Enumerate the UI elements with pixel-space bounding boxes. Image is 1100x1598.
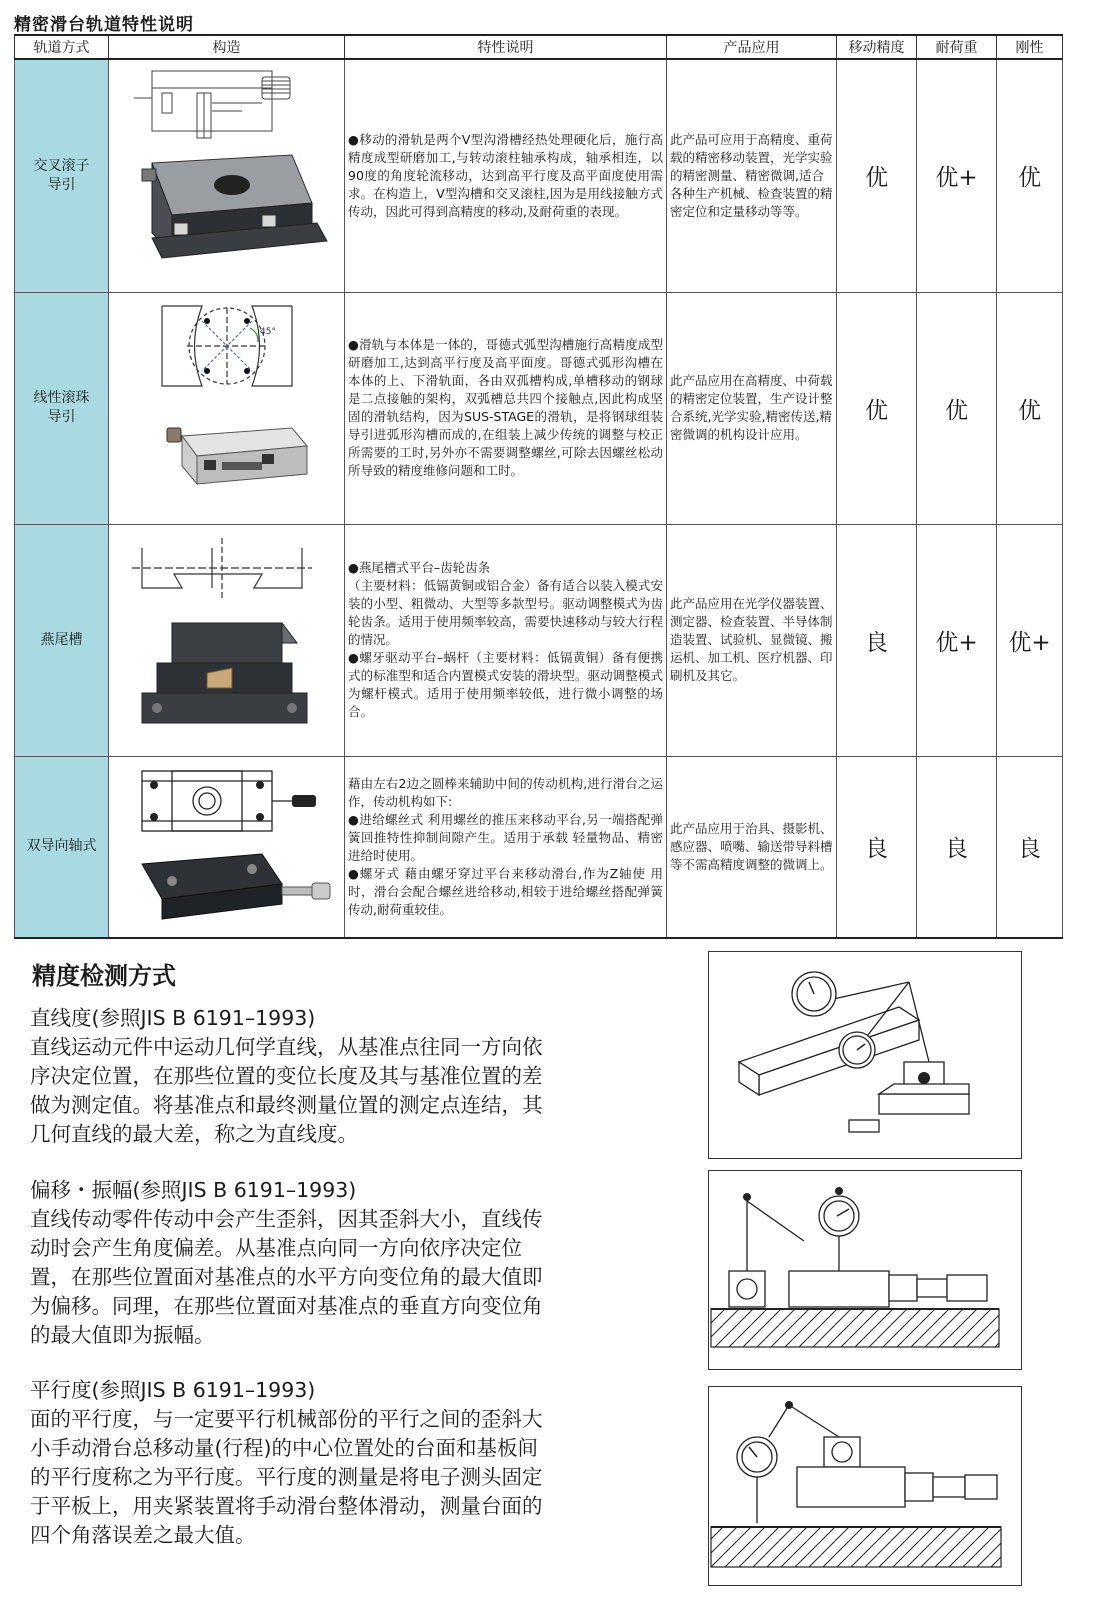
rigidity-rating: 优 bbox=[997, 59, 1063, 292]
rail-type-label: 双导向轴式 bbox=[26, 838, 97, 855]
block-line: 的平行度称之为平行度。平行度的测量是将电子测头固定 bbox=[30, 1465, 543, 1489]
structure-cell bbox=[109, 524, 345, 756]
rail-type-cell bbox=[15, 524, 109, 756]
load-rating: 优+ bbox=[917, 59, 997, 292]
parallelism-illustration bbox=[709, 1387, 1021, 1585]
load-rating: 良 bbox=[917, 756, 997, 938]
block-heading: 直线度(参照JIS B 6191–1993) bbox=[30, 1006, 316, 1030]
block-line: 于平板上，用夹紧装置将手动滑台整体滑动，测量台面的 bbox=[30, 1494, 543, 1518]
offset-figure bbox=[708, 1170, 1022, 1370]
block-line: 小手动滑台总移动量(行程)的中心位置处的台面和基板间 bbox=[30, 1436, 538, 1460]
rail-type-label: 交叉滚子 导引 bbox=[33, 157, 90, 193]
application-description: 此产品可应用于高精度、重荷载的精密移动装置，光学实验的精密测量、精密微调,适合各种生产机械、检查装置的精密定位和定量移动等等。 bbox=[667, 59, 837, 292]
structure-cell bbox=[109, 59, 345, 292]
dual-shaft-drawing bbox=[112, 759, 342, 934]
dial-indicator-illustration bbox=[709, 952, 1021, 1158]
block-line: 面的平行度，与一定要平行机械部份的平行之间的歪斜大 bbox=[30, 1407, 543, 1431]
block-line: 的最大值即为振幅。 bbox=[30, 1323, 215, 1347]
block-heading: 平行度(参照JIS B 6191–1993) bbox=[30, 1378, 316, 1402]
stage-body bbox=[142, 155, 327, 258]
rail-type-label: 线性滚珠 导引 bbox=[33, 390, 90, 425]
table-row bbox=[15, 292, 1063, 524]
angle-label: 45° bbox=[259, 326, 276, 337]
parallelism-figure bbox=[708, 1386, 1022, 1586]
block-line: 为偏移。同理，在那些位置面对基准点的垂直方向变位角 bbox=[30, 1294, 543, 1318]
straightness-figure bbox=[708, 951, 1022, 1159]
application-description: 此产品应用于治具、摄影机、感应器、喷嘴、输送带导料槽等不需高精度调整的微调上。 bbox=[667, 756, 837, 938]
header-features: 特性说明 bbox=[345, 35, 667, 59]
straightness-block bbox=[30, 1004, 660, 1149]
accuracy-rating: 优 bbox=[837, 59, 917, 292]
block-line: 直线运动元件中运动几何学直线，从基准点往同一方向依 bbox=[30, 1035, 543, 1059]
structure-cell bbox=[109, 756, 345, 938]
block-line: 做为测定值。将基准点和最终测量位置的测定点连结，其 bbox=[30, 1093, 543, 1117]
rail-type-cell bbox=[15, 756, 109, 938]
page-title: 精密滑台轨道特性说明 bbox=[14, 15, 194, 35]
dovetail-drawing bbox=[112, 528, 342, 753]
block-heading: 偏移・振幅(参照JIS B 6191–1993) bbox=[30, 1178, 357, 1202]
linear-ball-drawing bbox=[112, 296, 342, 521]
feature-description: 藉由左右2边之圆棒来辅助中间的传动机构,进行滑台之运作，传动机构如下: ●进给螺丝式 利用螺丝的推压来移动平台,另一端搭配弹簧回推特性抑制间隙产生。适用于承载 轻量物品、精密进给时使用。 ●螺牙式 藉由螺牙穿过平台来移动滑台,作为Z轴使 用时，滑台会配合螺丝进给移动,相较于进给螺丝搭配弹簧传动,耐荷重较佳。 bbox=[345, 756, 667, 938]
application-description: 此产品应用在高精度、中荷载的精密定位装置，生产设计整合系统,光学实验,精密传送,精密微调的机构设计应用。 bbox=[667, 292, 837, 524]
table-header-row bbox=[15, 35, 1063, 59]
feature-description: ●移动的滑轨是两个V型沟滑槽经热处理硬化后，施行高精度成型研磨加工,与转动滚柱轴承构成，轴承相连，以90度的角度轮流移动，达到高平行度及高平面度使用需求。在构造上，V型沟槽和交叉滚柱,因为是用线接触方式传动，因此可得到高精度的移动,及耐荷重的表现。 bbox=[345, 59, 667, 292]
header-accuracy: 移动精度 bbox=[837, 35, 917, 59]
rigidity-rating: 优+ bbox=[997, 524, 1063, 756]
table-row bbox=[15, 524, 1063, 756]
load-rating: 优 bbox=[917, 292, 997, 524]
header-rigidity: 刚性 bbox=[997, 35, 1063, 59]
offset-amplitude-block bbox=[30, 1176, 660, 1350]
table-row bbox=[15, 756, 1063, 938]
section-title: 精度检测方式 bbox=[32, 962, 176, 990]
structure-cell bbox=[109, 292, 345, 524]
block-line: 序决定位置，在那些位置的变位长度及其与基准位置的差 bbox=[30, 1064, 543, 1088]
feature-description: ●滑轨与本体是一体的，哥德式弧型沟槽施行高精度成型研磨加工,达到高平行度及高平面度。哥德式弧形沟槽在本体的上、下滑轨面，各由双孤槽构成,单槽移动的钢球是二点接触的架构，双弧槽总共四个接触点,因此构成坚固的滑轨结构，因为SUS-STAGE的滑轨，是将钢球组装导引进弧形沟槽而成的,在组装上减少传统的调整与校正所需要的工时,另外亦不需要调整螺丝,可除去因螺丝松动所导致的精度维修问题和工时。 bbox=[345, 292, 667, 524]
rail-type-cell bbox=[15, 292, 109, 524]
offset-illustration bbox=[709, 1171, 1021, 1369]
accuracy-rating: 优 bbox=[837, 292, 917, 524]
header-application: 产品应用 bbox=[667, 35, 837, 59]
block-line: 直线传动零件传动中会产生歪斜，因其歪斜大小，直线传 bbox=[30, 1207, 543, 1231]
block-line: 动时会产生角度偏差。从基准点向同一方向依序决定位 bbox=[30, 1236, 522, 1260]
table-row bbox=[15, 59, 1063, 292]
application-description: 此产品应用在光学仪器装置、测定器、检查装置、半导体制造装置、试验机、显微镜、搬运机、加工机、医疗机器、印刷机及其它。 bbox=[667, 524, 837, 756]
rail-spec-table bbox=[14, 34, 1063, 939]
feature-description: ●燕尾槽式平台–齿轮齿条 （主要材料：低镉黄铜或铝合金）备有适合以装入模式安装的小型、粗微动、大型等多款型号。驱动调整模式为齿轮齿条。适用于使用频率较高，需要快速移动与较大行程的情况。 ●螺牙驱动平台–蜗杆（主要材料：低镉黄铜）备有便携式的标准型和适合内置模式安装的滑块型。驱动调整模式为螺杆模式。适用于使用频率较低，进行微小调整的场合。 bbox=[345, 524, 667, 756]
block-line: 置，在那些位置面对基准点的水平方向变位角的最大值即 bbox=[30, 1265, 543, 1289]
block-line: 几何直线的最大差，称之为直线度。 bbox=[30, 1122, 358, 1146]
rail-type-label: 燕尾槽 bbox=[40, 631, 83, 648]
cross-roller-drawing bbox=[112, 63, 342, 288]
rigidity-rating: 优 bbox=[997, 292, 1063, 524]
header-structure: 构造 bbox=[109, 35, 345, 59]
load-rating: 优+ bbox=[917, 524, 997, 756]
block-line: 四个角落误差之最大值。 bbox=[30, 1523, 256, 1547]
rigidity-rating: 良 bbox=[997, 756, 1063, 938]
header-load: 耐荷重 bbox=[917, 35, 997, 59]
stage-body bbox=[142, 854, 330, 919]
parallelism-block bbox=[30, 1376, 660, 1550]
rail-type-cell bbox=[15, 59, 109, 292]
stage-body bbox=[167, 428, 307, 484]
stage-body bbox=[142, 623, 307, 723]
accuracy-rating: 良 bbox=[837, 524, 917, 756]
header-rail-type: 轨道方式 bbox=[15, 35, 109, 59]
accuracy-rating: 良 bbox=[837, 756, 917, 938]
